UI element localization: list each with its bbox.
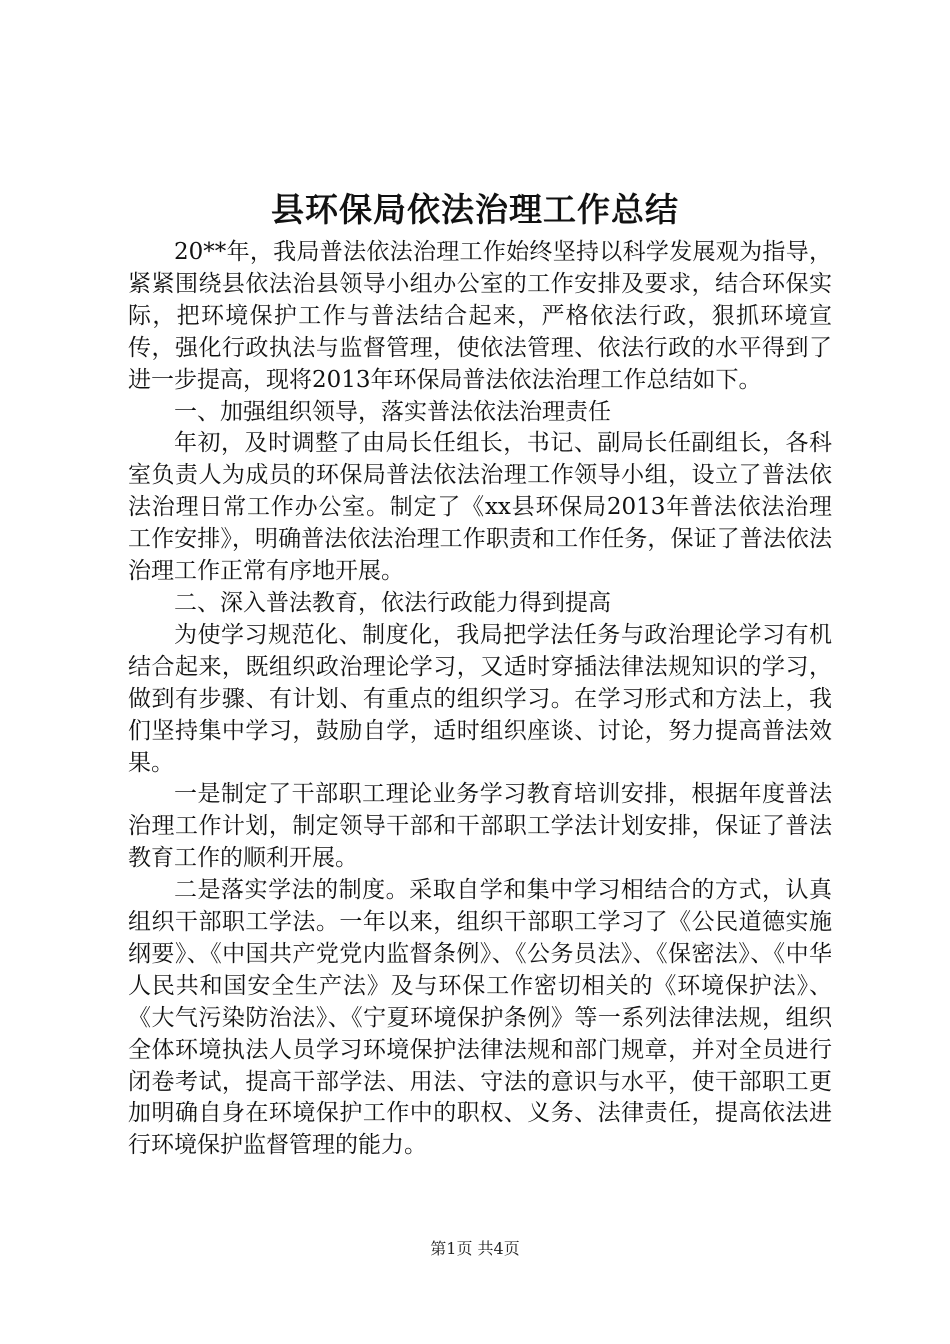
intro-paragraph: 20**年，我局普法依法治理工作始终坚持以科学发展观为指导，紧紧围绕县依法治县领导小组办公室的工作安排及要求，结合环保实际，把环境保护工作与普法结合起来，严格依法行政，狠抓环境宣传，强化行政执法与监督管理，使依法管理、依法行政的水平得到了进一步提高，现将2013年环保局普法依法治理工作总结如下。 [128,239,832,393]
page-indicator: 第1页 共4页 [430,1239,520,1258]
section-heading-1: 一、加强组织领导，落实普法依法治理责任 [174,398,611,425]
point-1-paragraph: 一是制定了干部职工理论业务学习教育培训安排，根据年度普法治理工作计划，制定领导干部和干部职工学法计划安排，保证了普法教育工作的顺利开展。 [128,781,832,872]
section-heading-2: 二、深入普法教育，依法行政能力得到提高 [174,589,611,616]
document-title: 县环保局依法治理工作总结 [271,190,679,229]
section-1-paragraph: 年初，及时调整了由局长任组长，书记、副局长任副组长，各科室负责人为成员的环保局普法依法治理工作领导小组，设立了普法依法治理日常工作办公室。制定了《xx县环保局2013年普法依法治理工作安排》，明确普法依法治理工作职责和工作任务，保证了普法依法治理工作正常有序地开展。 [128,430,832,585]
point-2-paragraph: 二是落实学法的制度。采取自学和集中学习相结合的方式，认真组织干部职工学法。一年以来，组织干部职工学习了《公民道德实施纲要》、《中国共产党党内监督条例》、《公务员法》、《保密法》、《中华人民共和国安全生产法》及与环保工作密切相关的《环境保护法》、《大气污染防治法》、《宁夏环境保护条例》等一系列法律法规，组织全体环境执法人员学习环境保护法律法规和部门规章，并对全员进行闭卷考试，提高干部学法、用法、守法的意识与水平，使干部职工更加明确自身在环境保护工作中的职权、义务、法律责任，提高依法进行环境保护监督管理的能力。 [128,877,832,1159]
section-2-paragraph: 为使学习规范化、制度化，我局把学法任务与政治理论学习有机结合起来，既组织政治理论学习，又适时穿插法律法规知识的学习，做到有步骤、有计划、有重点的组织学习。在学习形式和方法上，我们坚持集中学习，鼓励自学，适时组织座谈、讨论，努力提高普法效果。 [128,621,832,776]
document-body [128,237,832,1162]
